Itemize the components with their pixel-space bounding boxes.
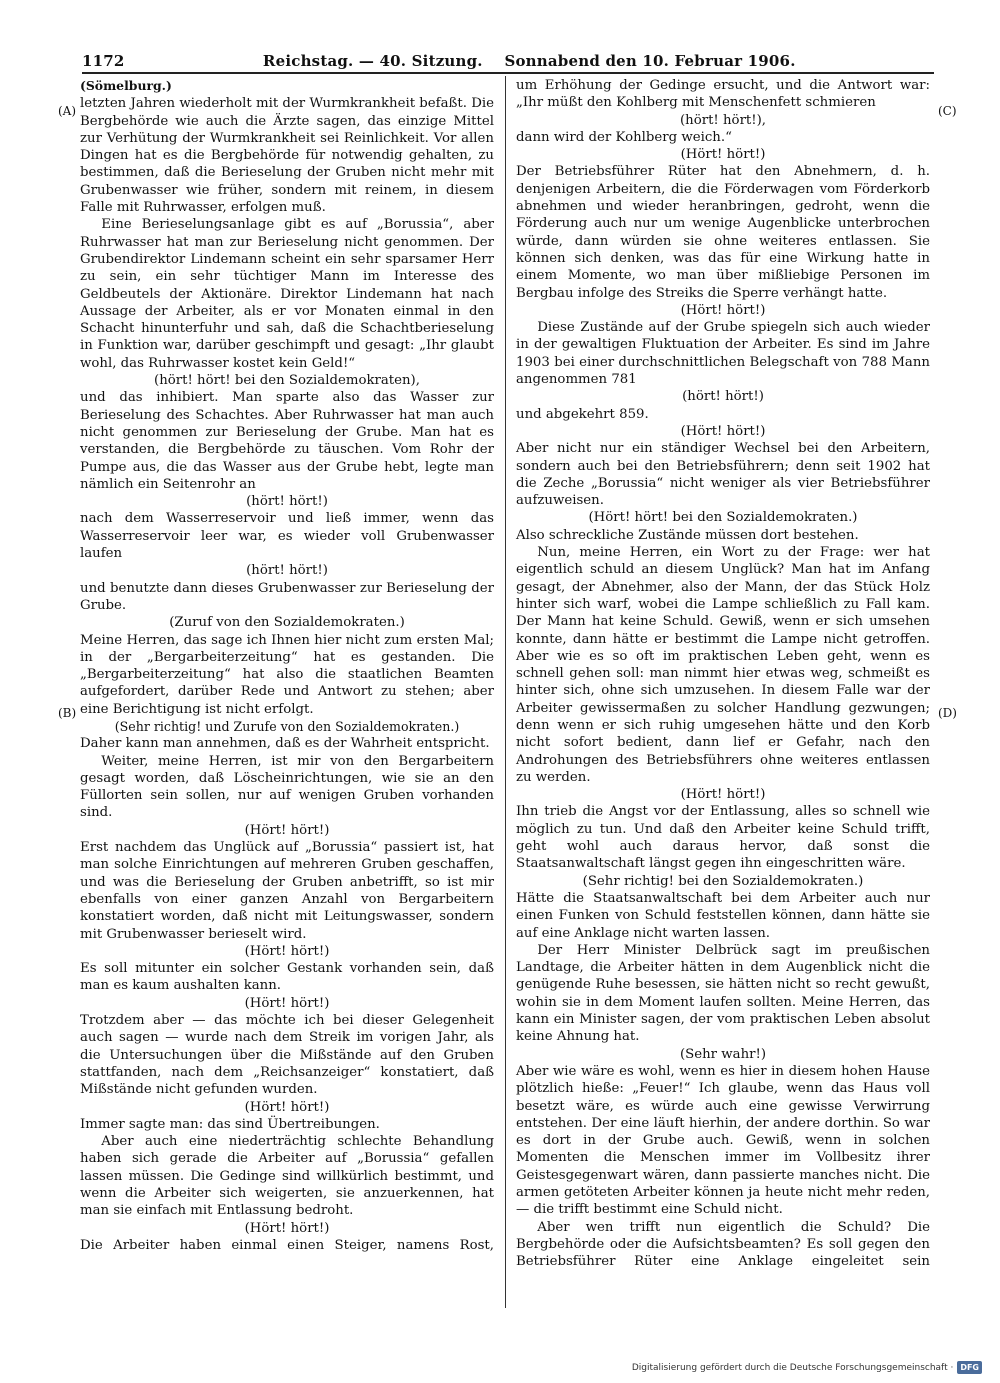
page-header xyxy=(82,52,934,70)
paragraph: Daher kann man annehmen, daß es der Wahrheit entspricht. xyxy=(80,736,490,752)
paragraph: Der Herr Minister Delbrück sagt im preußischen Landtage, die Arbeiter hätten in dem Augenblick nicht die genügende Ruhe besessen, sie hätten nicht so recht gewußt, wohin sie in dem Moment laufen sollten. Meine Herren, das kann ein Minister sagen, der vom praktischen Leben absolut keine Ahnung hat. xyxy=(516,942,930,1045)
paragraph: nach dem Wasserreservoir und ließ immer, wenn das Wasserreservoir leer war, es wieder voll Grubenwasser laufen xyxy=(80,511,494,562)
interjection: (Hört! hört!) xyxy=(244,1099,330,1115)
interjection: (hört! hört!) xyxy=(246,494,328,510)
interjection: (Hört! hört!) xyxy=(244,943,330,959)
interjection: (Sehr richtig! bei den Sozialdemokraten.) xyxy=(582,873,864,889)
interjection: (Sehr richtig! und Zurufe von den Sozialdemokraten.) xyxy=(114,718,460,734)
paragraph: Nun, meine Herren, ein Wort zu der Frage: wer hat eigentlich schuld an diesem Unglück? Man hat im Anfang gesagt, der Abnehmer, also der Mann, der das Stück Holz hinter sich warf, wobei die Lampe schließlich zu Fall kam. Der Mann hat keine Schuld. Gewiß, wenn er sich umsehen konnte, dann hätte er bestimmt die Lampe nicht getroffen. Aber wie es so oft im praktischen Leben geht, wenn es schnell gehen soll: man nimmt hier etwas weg, schmeißt es hinter sich, ohne sich umzusehen. In diesem Falle war der Arbeiter gewissermaßen zu solcher Handlung gezwungen; denn wenn er sich ruhig umgesehen hätte und den Korb nicht sofort bedient, dann lief er Gefahr, nach den Androhungen des Betriebsführers ohne weiteres entlassen zu werden. xyxy=(516,545,930,785)
margin-marker-d: (D) xyxy=(938,706,957,720)
column-separator xyxy=(505,76,506,1308)
paragraph: Es soll mitunter ein solcher Gestank vorhanden sein, daß man es kaum aushalten kann. xyxy=(80,961,494,994)
paragraph: und abgekehrt 859. xyxy=(516,406,649,422)
digitization-footer xyxy=(632,1361,982,1374)
interjection: (hört! hört!) xyxy=(246,563,328,579)
interjection: (Hört! hört!) xyxy=(244,1220,330,1236)
interjection: (hört! hört!) xyxy=(682,389,764,405)
interjection: (Hört! hört!) xyxy=(680,787,766,803)
speaker-name xyxy=(80,77,494,95)
paragraph: Aber wie wäre es wohl, wenn es hier in diesem hohen Hause plötzlich hieße: „Feuer!“ Ich glaube, wenn das Haus voll besetzt wäre, es würde auch eine gewisse Verwirrung entstehen. Der eine läuft hierhin, der andere dorthin. So war es dort in der Grube auch. Gewiß, wenn in solchen Momenten die Menschen immer im Vollbesitz ihrer Geistesgegenwart wären, dann passierte manches nicht. Die armen getöteten Arbeiter können ja heute nicht mehr reden, — die trifft bestimmt eine Schuld nicht. xyxy=(516,1063,930,1218)
speaker-label: (Sömelburg.) xyxy=(80,78,172,93)
paragraph: und das inhibiert. Man sparte also das Wasser zur Berieselung des Schachtes. Aber Ruhrwasser hat man auch nicht genommen zur Berieselung der Grube. Man hat es verstanden, die Bergbehörde zu täuschen. Vom Rohr der Pumpe aus, die das Wasser aus der Grube hebt, legte man nämlich ein Seitenrohr an xyxy=(80,390,494,492)
paragraph: Aber auch eine niederträchtig schlechte Behandlung haben sich gerade die Arbeiter auf „Borussia“ gefallen lassen müssen. Die Gedinge sind willkürlich bestimmt, und wenn die Arbeiter sich weigerten, sie anzuerkennen, hat man sie einfach mit Entlassung bedroht. xyxy=(80,1134,494,1219)
paragraph: Also schreckliche Zustände müssen dort bestehen. xyxy=(516,527,859,543)
paragraph: Hätte die Staatsanwaltschaft bei dem Arbeiter auch nur einen Funken von Schuld feststellen können, dann hätte sie auf eine Anklage nicht warten lassen. xyxy=(516,890,930,941)
paragraph: Aber nicht nur ein ständiger Wechsel bei den Arbeitern, sondern auch bei den Betriebsführern; denn seit 1902 hat die Zeche „Borussia“ nicht weniger als vier Betriebsführer aufzuweisen. xyxy=(516,441,930,509)
paragraph: Immer sagte man: das sind Übertreibungen. xyxy=(80,1116,380,1132)
interjection: (Hört! hört!) xyxy=(244,995,330,1011)
interjection: (Hört! hört! bei den Sozialdemokraten.) xyxy=(588,510,858,526)
paragraph: letzten Jahren wiederholt mit der Wurmkrankheit befaßt. Die Bergbehörde wie auch die Ärzte sagen, das einzige Mittel zur Verhütung der Wurmkrankheit sei Reinlichkeit. Vor allen Dingen hat es die Bergbehörde für notwendig gehalten, zu bestimmen, daß die Berieselung der Gruben nicht mehr mit Grubenwasser wie früher, sondern mit reinem, in diesem Falle mit Ruhrwasser, erfolgen muß. xyxy=(80,96,494,216)
paragraph: um Erhöhung der Gedinge ersucht, und die Antwort war: „Ihr müßt den Kohlberg mit Menschenfett schmieren xyxy=(516,78,930,111)
paragraph: Trotzdem aber — das möchte ich bei dieser Gelegenheit auch sagen — wurde nach dem Streik im vorigen Jahr, als die Untersuchungen über die Mißstände auf den Gruben stattfanden, nach dem „Reichsanzeiger“ konstatiert, daß Mißstände nicht gefunden wurden. xyxy=(80,1013,494,1098)
session-date: Sonnabend den 10. Februar 1906. xyxy=(504,52,796,70)
interjection: (hört! hört!), xyxy=(679,112,767,128)
dfg-logo: DFG xyxy=(957,1361,982,1374)
interjection: (Sehr wahr!) xyxy=(679,1046,767,1062)
margin-marker-a: (A) xyxy=(58,104,77,118)
paragraph: Eine Berieselungsanlage gibt es auf „Borussia“, aber Ruhrwasser hat man zur Berieselung nicht genommen. Der Grubendirektor Lindemann scheint ein sehr sparsamer Herr zu sein, ein sehr tüchtiger Mann im Interesse des Geldbeutels der Aktionäre. Direktor Lindemann hat nach Aussage der Arbeiter, als er vor Monaten einmal in den Schacht hinunterfuhr und sah, daß die Schachtberieselung in Funktion war, darüber geschimpft und gesagt: „Ihr glaubt wohl, das Ruhrwasser kostet kein Geld!“ xyxy=(80,217,494,371)
session-title-text: Reichstag. — 40. Sitzung. xyxy=(262,52,483,70)
paragraph: Der Betriebsführer Rüter hat den Abnehmern, d. h. denjenigen Arbeitern, die die Förderwagen vom Förderkorb abnehmen und wieder heranbringen, gedroht, wenn die Förderung auch nur um wenige Augenblicke unterbrochen würde, dann würden sie ohne weiteres entlassen. Sie können sich denken, was das für eine Wirkung hatte in einem Momente, wo man über mißliebige Personen im Bergbau infolge des Streiks die Sperre verhängt hatte. xyxy=(516,164,930,301)
paragraph: Aber wen trifft nun eigentlich die Schuld? Die Bergbehörde oder die Aufsichtsbeamten? Es soll gegen den Betriebsführer Rüter eine Anklage eingeleitet sein xyxy=(516,1219,930,1270)
paragraph: dann wird der Kohlberg weich.“ xyxy=(516,129,732,145)
page-number: 1172 xyxy=(82,52,125,70)
interjection: (Hört! hört!) xyxy=(680,423,766,439)
paragraph: Ihn trieb die Angst vor der Entlassung, alles so schnell wie möglich zu tun. Und daß den Arbeiter keine Schuld trifft, geht wohl auch daraus hervor, daß sonst die Staatsanwaltschaft längst gegen ihn eingeschritten wäre. xyxy=(516,804,930,872)
footer-credit: Digitalisierung gefördert durch die Deutsche Forschungsgemeinschaft · xyxy=(631,1362,954,1373)
margin-marker-b: (B) xyxy=(58,706,77,720)
interjection: (Zuruf von den Sozialdemokraten.) xyxy=(169,615,405,631)
paragraph: Die Arbeiter haben einmal einen Steiger, namens Rost, xyxy=(80,1237,494,1253)
paragraph: Weiter, meine Herren, ist mir von den Bergarbeitern gesagt worden, daß Löscheinrichtungen, wie sie an den Füllorten sein sollen, nur auf wenigen Gruben vorhanden sind. xyxy=(80,753,494,821)
paragraph: Erst nachdem das Unglück auf „Borussia“ passiert ist, hat man solche Einrichtungen auf mehreren Gruben geschaffen, und was die Berieselung der Gruben anbetrifft, so ist mir ebenfalls von einer ganzen Anzahl von Bergarbeitern konstatiert worden, daß nicht mit Leitungswasser, sondern mit Grubenwasser berieselt wird. xyxy=(80,840,494,942)
paragraph: Diese Zustände auf der Grube spiegeln sich auch wieder in der gewaltigen Fluktuation der Arbeiter. Es sind im Jahre 1903 bei einer durchschnittlichen Belegschaft von 788 Mann angenommen 781 xyxy=(516,320,930,388)
session-title xyxy=(125,52,934,70)
margin-marker-c: (C) xyxy=(938,104,957,118)
header-rule xyxy=(82,72,934,74)
paragraph: Meine Herren, das sage ich Ihnen hier nicht zum ersten Mal; in der „Bergarbeiterzeitung“ hat es gestanden. Die „Bergarbeiterzeitung“ hat also die staatlichen Beamten aufgefordert, darüber Rede und Antwort zu stehen; aber eine Berichtigung ist nicht erfolgt. xyxy=(80,632,494,717)
interjection: (Hört! hört!) xyxy=(680,302,766,318)
left-column xyxy=(80,77,494,1254)
interjection: (Hört! hört!) xyxy=(680,147,766,163)
right-column xyxy=(516,77,930,1270)
paragraph: und benutzte dann dieses Grubenwasser zur Berieselung der Grube. xyxy=(80,580,494,613)
interjection: (Hört! hört!) xyxy=(244,822,330,838)
interjection: (hört! hört! bei den Sozialdemokraten), xyxy=(154,373,420,389)
